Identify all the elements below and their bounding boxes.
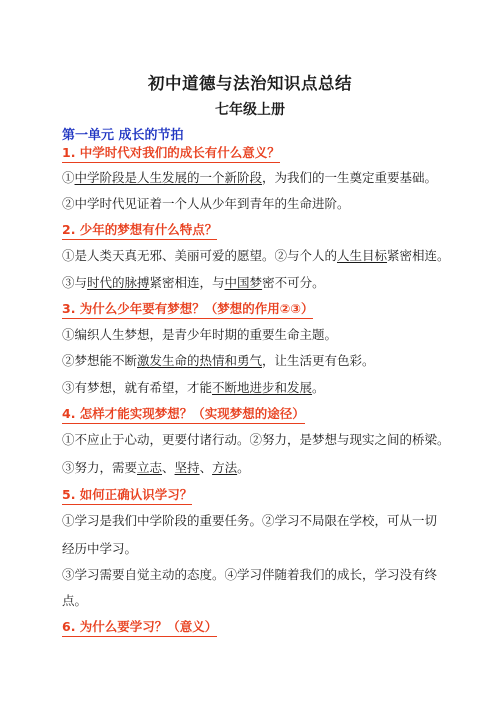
document-subtitle: 七年级上册 [215, 102, 285, 118]
text-span: ①是人类天真无邪、美丽可爱的愿望。②与个人的 [62, 248, 338, 263]
text-span: 。 [312, 380, 325, 395]
underlined-term: 人生目标 [337, 248, 388, 263]
underlined-term: 不断地进步和发展 [212, 380, 313, 395]
question-5-heading: 5. 如何正确认识学习？ [62, 487, 192, 505]
q3-line-3 [62, 380, 442, 396]
q2-line-1 [62, 248, 450, 264]
text-span: 紧密相连，与 [149, 275, 225, 290]
text-span: ②梦想能不断 [62, 353, 138, 368]
question-6-heading: 6. 为什么要学习？（意义） [62, 619, 217, 637]
text-span: 、 [162, 460, 175, 475]
text-span: 密不可分。 [262, 275, 325, 290]
text-span: ③有梦想，就有希望，才能 [62, 380, 213, 395]
text-span: 。 [237, 460, 250, 475]
underlined-term: 激发生命的热情和勇气 [137, 353, 263, 368]
underlined-term: 方法 [212, 460, 238, 475]
q5-line-3: ③学习需要自觉主动的态度。④学习伴随着我们的成长，学习没有终 [62, 567, 438, 582]
q5-line-1: ①学习是我们中学阶段的重要任务。②学习不局限在学校，可从一切 [62, 513, 438, 528]
text-span: 、 [199, 460, 213, 475]
text-span: 紧密相连。 [387, 248, 450, 263]
q2-line-2 [62, 275, 442, 291]
text-span: ③与 [62, 275, 88, 290]
underlined-term: 中国梦 [224, 275, 263, 290]
question-3-heading: 3. 为什么少年要有梦想？（梦想的作用②③） [62, 301, 313, 319]
q4-line-2 [62, 460, 442, 476]
q5-line-4: 点。 [62, 593, 88, 608]
document-title: 初中道德与法治知识点总结 [148, 74, 352, 93]
unit-heading: 第一单元 成长的节拍 [62, 128, 184, 143]
q3-line-2 [62, 353, 442, 369]
q3-line-1: ①编织人生梦想，是青少年时期的重要生命主题。 [62, 327, 338, 342]
underlined-term: 中学阶段是人生发展的一个新阶段 [74, 170, 263, 185]
underlined-term: 时代的脉搏 [87, 275, 150, 290]
text-span: ，为我们的一生奠定重要基础。 [262, 170, 438, 185]
question-1-heading: 1. 中学时代对我们的成长有什么意义？ [62, 145, 280, 163]
text-span: ③努力，需要 [62, 460, 138, 475]
q4-line-1: ①不应止于心动，更要付诸行动。②努力，是梦想与现实之间的桥梁。 [62, 432, 450, 447]
q1-line-1 [62, 170, 442, 186]
text-span: ① [62, 170, 75, 185]
underlined-term: 坚持 [174, 460, 200, 475]
question-4-heading: 4. 怎样才能实现梦想？（实现梦想的途径） [62, 406, 305, 424]
q5-line-2: 经历中学习。 [62, 541, 138, 556]
question-2-heading: 2. 少年的梦想有什么特点？ [62, 222, 217, 240]
underlined-term: 立志 [137, 460, 163, 475]
text-span: ，让生活更有色彩。 [262, 353, 375, 368]
q1-line-2: ②中学时代见证着一个人从少年到青年的生命进阶。 [62, 196, 350, 211]
